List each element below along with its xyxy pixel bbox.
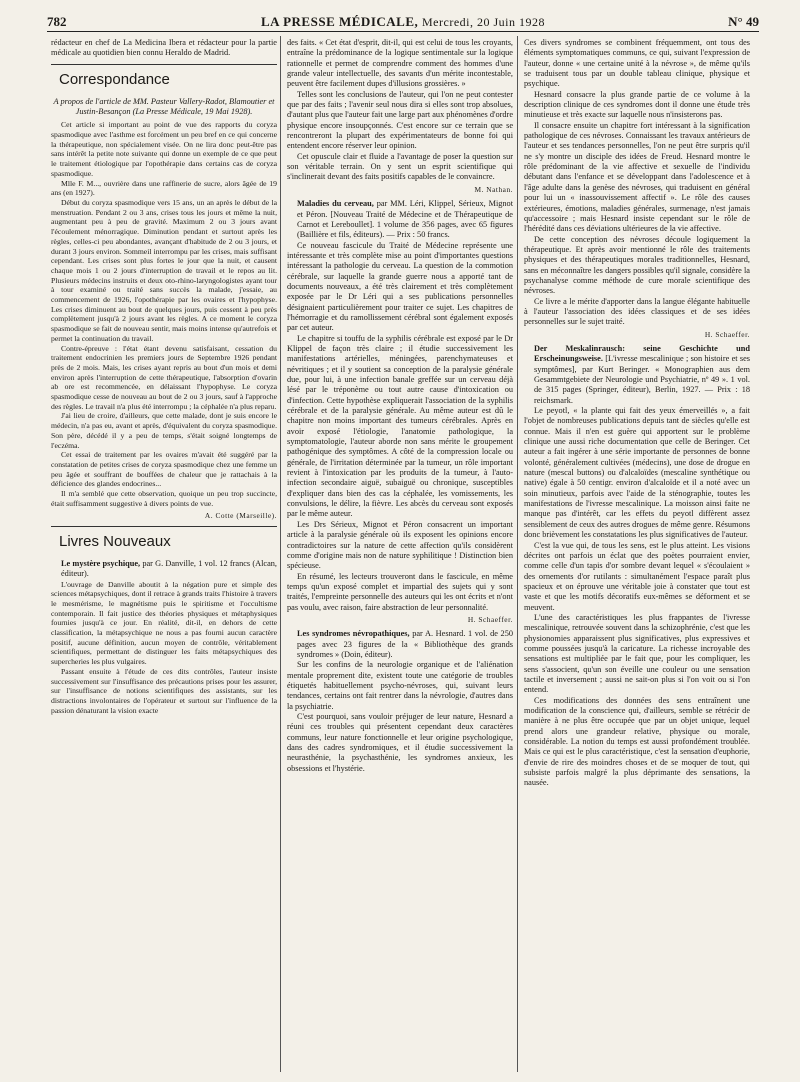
paragraph: Cet essai de traitement par les ovaires m'avait été suggéré par la constatation de petites crises de coryza spasmodique chez une femme un peu âgée et souffrant de bouffées de chaleur que je rattachais à la déficience des glandes endocrines... xyxy=(51,450,277,489)
paragraph: Contre-épreuve : l'état étant devenu satisfaisant, cessation du traitement endocrinien les premiers jours de Septembre 1926 pendant près de 2 mois. Mais, les crises ayant repris au bout d'un mois et demi environ après l'interruption de cette thérapeutique, l'absorption d'ovarin ab ore est recommencée, en délaissant l'hypophyse. Le coryza spasmodique cesse de nouveau au bout de 2 ou 3 jours, sauf à l'approche des règles. Le travail n'a plus été interrompu ; la céphalée n'a plus reparu. xyxy=(51,343,277,411)
book-heading xyxy=(287,199,513,240)
section-title-correspondance: Correspondance xyxy=(59,70,170,88)
paragraph: Cet article si important au point de vue des rapports du coryza spasmodique avec l'asthme est forcément un peu bref en ce qui concerne la thérapeutique, non spécialement visée. On ne lira donc peut-être pas sans intérêt la petite note suivante qui donne un exemple de ce que peut le traitement étiologique par l'opothérapie dans certains cas de coryza spasmodique. xyxy=(51,120,277,178)
journal-title xyxy=(47,14,759,30)
column-2 xyxy=(287,38,513,1070)
paragraph: Ces divers syndromes se combinent fréquemment, ont tous des éléments symptomatiques communs, ce qui, suivant l'expression de l'auteur, donne « une certaine unité à la névrose », de même qu'ils se traduisent tous par un double tableau clinique, physique et psychique. xyxy=(524,38,750,89)
column-divider xyxy=(280,36,281,1072)
author-signature: A. Cotte (Marseille). xyxy=(204,510,277,520)
paragraph: Sur les confins de la neurologie organique et de l'aliénation mentale proprement dite, existent toute une catégorie de troubles étiquetés habituellement psycho-névroses, qui, suivant leurs tendances, certains ont fait rentrer dans la névrologie, d'autres dans la psychiatrie. xyxy=(287,660,513,711)
paragraph: Ces modifications des données des sens entraînent une modification de la conscience qui, d'ailleurs, semble se rétrécir de manière à ne plus être occupée que par un objet unique, lequel prend alors une grandeur relative, physique ou morale, considérable. La notion du temps est aussi profondément troublée. Mais ce qui est le plus caractéristique, c'est la sensation d'euphorie, d'envie de rire des moindres choses et de se moquer de tout, qui subsiste parfois malgré la plus déprimante des sensations, la nausée. xyxy=(524,695,750,788)
paragraph: Le chapitre si touffu de la syphilis cérébrale est exposé par le Dr Klippel de façon très claire ; il étudie successivement les manifestations artérielles, méningées, parenchymateuses et névritiques ; et il y soutient sa conception de la paralysie générale due, pour lui, à une infection banale greffée sur un cerveau déjà lésé par le tréponème ou tout autre cause d'intoxication ou d'infection. Cette hypothèse expliquerait l'association de la syphilis cérébrale et de la paralysie générale. Au même auteur est dû le chapitre non moins important des tumeurs cérébrales. Après en avoir exposé l'étiologie, l'anatomie pathologique, la symptomatologie, l'auteur aborde non sans mérite le groupement pathogénique des symptômes. A côté de la compression locale ou générale, de l'irritation déterminée par la tumeur, un rôle important revient à l'intoxication par les produits de la tumeur, à l'auto-infection secondaire aiguë, subaiguë ou chronique, susceptibles d'expliquer dans bien des cas la céphalée, les vomissements, les convulsions, le délire, la fièvre. Les abcès du cerveau sont exposés par le même auteur. xyxy=(287,333,513,519)
author-signature: H. Schaeffer. xyxy=(467,614,513,624)
book-details: [L'ivresse mescalinique ; son histoire et ses symptômes], par Kurt Beringer. « Monographien aus dem Gesammtgebiete der Neurologie und Psychiatrie, nº 49 ». 1 vol. de 315 pages (Springer, éditeur), Berlin, 1927. — Prix : 18 reichsmark. xyxy=(534,354,750,405)
journal-name: LA PRESSE MÉDICALE, xyxy=(261,14,419,29)
paragraph: Ce nouveau fascicule du Traité de Médecine représente une intéressante et très complète mise au point d'importantes questions intéressant la pathologie du cerveau. La question de la commotion cérébrale, sur laquelle la grande guerre nous a apporté tant de documents nouveaux, a été très clairement et très complètement exposée par le Dr Léri qui a ses publications personnelles désignaient particulièrement pour traiter ce sujet. Les chapitres de l'hémorragie et du ramollissement cérébral sont également exposés par cet auteur. xyxy=(287,240,513,333)
book-details: par A. Hesnard. 1 vol. de 250 pages avec 23 figures de la « Bibliothèque des grands syndromes » (Doin, éditeur). xyxy=(297,629,513,659)
book-title: Maladies du cerveau, xyxy=(297,199,374,209)
paragraph: Passant ensuite à l'étude de ces dits contrôles, l'auteur insiste successivement sur l'insuffisance des précautions prises pour les assurer, sur l'insuffisance de notions scientifiques des assistants, sur les distractions involontaires de l'opérateur et surtout sur l'influence de la passion dénaturant la vision exacte xyxy=(51,666,277,715)
paragraph: Il consacre ensuite un chapitre fort intéressant à la signification pathologique de ces névroses. Connaissant les travaux antérieurs de l'auteur et ses tendances personnelles, l'on ne peut être surpris qu'il ne s'y montre un disciple des idées de Freud. Hesnard montre le rôle prédominant de la vie affective et sexuelle de l'individu débutant dans l'enfance et se développant dans l'adolescence et à l'âge adulte dans la genèse des névroses, qui traduisent en général pour lui un « inassouvissement affectif ». Le rôle des causes extérieures, émotions, maladies générales, surmenage, n'est jamais qu'accessoire ; mais Hesnard insiste cependant sur le rôle de l'hérédité dans ces déviations ultérieures de la vie affective. xyxy=(524,120,750,234)
letter-subject: A propos de l'article de MM. Pasteur Vallery-Radot, Blamoutier et Justin-Besançon (La Presse Médicale, 19 Mai 1928). xyxy=(53,96,275,117)
book-heading xyxy=(524,344,750,406)
paragraph: C'est pourquoi, sans vouloir préjuger de leur nature, Hesnard a réuni ces troubles qui présentent cependant deux caractères communs, leur nature fonctionnelle et leur origine psychologique, dans des cadres syndromiques, et il étudie successivement la neurasthénie, la psychasthénie, les syndromes anxieux, les obsessions et l'hystérie. xyxy=(287,712,513,773)
paragraph: L'ouvrage de Danville aboutit à la négation pure et simple des sciences métapsychiques, dont il retrace à grands traits l'histoire à travers le mesmérisme, le magnétisme puis le spiritisme et l'occultisme contemporain. Il fait justice des théories physiques et métaphysiques fournies jusqu'à ce jour. En réalité, dit-il, en dehors de cette classification, la métapsychique ne nous a pas fourni aucun caractère positif, aucune définition, aucun moyen de contrôle, véritablement scientifiques, permettant de distinguer les faits métapsychiques des supercheries les plus vulgaires. xyxy=(51,579,277,667)
section-title-livres: Livres Nouveaux xyxy=(59,532,171,550)
paragraph: Début du coryza spasmodique vers 15 ans, un an après le début de la menstruation. Pendant 2 ou 3 ans, crises tous les jours et même la nuit, augmentant peu à peu de gravité. Maximum 2 ou 3 jours avant l'écoulement ménorragique. Diminution pendant et surtout après les règles, celles-ci peu abondantes, avançant d'habitude de 2 ou 3 jours, et durant 3 jours environ. Sommeil interrompu par les crises, mais suffisant cependant. Les crises sont plus fortes le jour que la nuit, et causent chaque mois 1 ou 2 jours d'interruption de travail et le repos au lit. Plusieurs médecins instruits et deux oto-rhino-laryngologistes ayant tour à tour examiné ou traité sans succès la malade, j'essaie, au commencement de 1926, l'opothérapie par les ovaires et l'hypophyse. Les crises diminuent au bout de quelques jours, puis cessent à peu près complètement jusqu'à 2 jours avant les règles. A ce moment le coryza spasmodique se fait de nouveau sentir, mais moins intense qu'autrefois et permet la continuation du travail. xyxy=(51,198,277,343)
paragraph: J'ai lieu de croire, d'ailleurs, que cette malade, dont je suis encore le médecin, n'a pas eu, avant et après, d'équivalent du coryza spasmodique. Son père, décédé il y a peu de temps, s'était soigné longtemps de l'eczéma. xyxy=(51,411,277,450)
book-details: par G. Danville, 1 vol. 12 francs (Alcan, éditeur). xyxy=(61,558,277,579)
paragraph: Hesnard consacre la plus grande partie de ce volume à la description clinique de ces syndromes dont il donne une étude très minutieuse et très exacte sur laquelle nous n'insisterons pas. xyxy=(524,89,750,120)
section-rule xyxy=(51,64,277,65)
book-details: par MM. Léri, Klippel, Sérieux, Mignot et Péron. [Nouveau Traité de Médecine et de Thérapeutique de Carnot et Lereboullet]. 1 volume de 356 pages, avec 65 figures (Baillière et fils, éditeurs). — Prix : 50 francs. xyxy=(297,199,513,240)
paragraph: des faits. « Cet état d'esprit, dit-il, qui est celui de tous les croyants, entraîne la prédominance de la logique sentimentale sur la logique rationnelle et permet de comprendre comment des hommes d'une grande valeur intellectuelle, des savants d'un mérite incontestable, peuvent être facilement dupes d'illusions grossières. » xyxy=(287,38,513,89)
paragraph: En résumé, les lecteurs trouveront dans le fascicule, en même temps qu'un exposé complet et impartial des sujets qui y sont traités, l'empreinte personnelle des auteurs qui les ont écrits et n'ont pas voulu, avec raison, faire abstraction de leur personnalité. xyxy=(287,571,513,612)
book-title: Der Meskalinrausch: seine Geschichte und Erscheinungsweise. xyxy=(534,343,750,364)
issue-number: N° 49 xyxy=(728,14,759,29)
paragraph: Mlle F. M..., ouvrière dans une raffinerie de sucre, alors âgée de 19 ans (en 1927). xyxy=(51,178,277,198)
book-heading xyxy=(287,629,513,660)
book-heading xyxy=(51,559,277,580)
column-1 xyxy=(51,38,277,1070)
paragraph: L'une des caractéristiques les plus frappantes de l'ivresse mescalinique, retrouvée souvent dans la schizophrénie, c'est que les physionomies apparaissent plus significatives, plus expressives et comme poussées jusqu'à la caricature. La richesse incroyable des sensations est multipliée par le fait que, pour les compliquer, les sens s'associent, qu'un son éveille une couleur ou une sensation tactile et inversement ; aussi ne sait-on plus si l'on voit ou si l'on entend. xyxy=(524,612,750,695)
page-header xyxy=(47,14,759,30)
header-rule xyxy=(47,31,759,32)
paragraph: Cet opuscule clair et fluide a l'avantage de poser la question sur son véritable terrain. On y sent un esprit scientifique qui s'inclinerait devant des faits positifs capables de le convaincre. xyxy=(287,151,513,182)
paragraph: Telles sont les conclusions de l'auteur, qui l'on ne peut contester que par des faits ; l'avenir seul nous dira si elles sont trop absolues, d'autant plus que l'auteur fait une large part aux phénomènes d'ordre physique encore insoupçonnés. C'est encore sur ce terrain que se rencontreront la plupart des expérimentateurs de bonne foi qui entendent encore réserver leur opinion. xyxy=(287,89,513,151)
paragraph: Les Drs Sérieux, Mignot et Péron consacrent un important article à la paralysie générale où ils exposent les opinions encore contradictoires sur la nature de cette affection qu'ils considèrent comme d'origine mais non de nature syphilitique ! Distinction bien spécieuse. xyxy=(287,519,513,571)
paragraph: C'est la vue qui, de tous les sens, est le plus atteint. Les visions décrites ont parfois un éclat que des poètes pourraient envier, comme celle d'un tapis d'or sombre devant lequel « s'écoulaient » des ornements d'or rutilants : simultanément l'espace paraît plus spacieux et on éprouve une véritable joie à constater que tout est vaste et que les motifs décoratifs eux-mêmes se déforment et se meuvent. xyxy=(524,540,750,612)
section-rule xyxy=(51,526,277,527)
book-title: Les syndromes névropathiques, xyxy=(297,629,410,639)
column-divider xyxy=(517,36,518,1072)
column-3 xyxy=(524,38,750,1070)
page-number: 782 xyxy=(47,14,67,29)
paragraph: Le peyotl, « la plante qui fait des yeux émerveillés », a fait l'objet de nombreuses publications depuis tant de siècles qu'elle est connue. Mais il n'en est guère qui apportent sur le problème clinique une aussi riche documentation que celle de Beringer. Cet auteur a fait ingérer à une série importante de personnes de bonne volonté, généralement cultivées (médecins), une dose de drogue en nature (mescal buttons) ou d'alcaloïdes (mescaline synthétique ou native) égale à 50 centigr. environ d'alcaloïde et il a noté avec un soin minutieux, parfois avec l'aide de la sténographie, toutes les manifestations de l'ivresse mescalinique. La moisson ainsi faite ne manque pas d'intérêt, car les effets du peyotl diffèrent assez sensiblement de ceux des autres drogues de même genre. Résumons donc brièvement les constatations les plus significatives de l'auteur. xyxy=(524,406,750,540)
author-signature: M. Nathan. xyxy=(474,184,513,194)
book-title: Le mystère psychique, xyxy=(61,558,141,568)
paragraph: Ce livre a le mérite d'apporter dans la langue élégante habituelle à l'auteur l'association des idées classiques et de ses idées personnelles sur le sujet traité. xyxy=(524,296,750,327)
issue-date: Mercredi, 20 Juin 1928 xyxy=(422,15,545,29)
author-signature: H. Schaeffer. xyxy=(704,329,750,339)
paragraph: De cette conception des névroses découle logiquement la thérapeutique. Et après avoir mentionné le rôle des traitements physiques et des thérapeutiques morales traditionnelles, Hesnard, sans en méconnaître les dangers possibles qu'il signale, considère la psychanalyse comme méthode de cure morale scientifique des névroses. xyxy=(524,234,750,296)
paragraph: Il m'a semblé que cette observation, quoique un peu trop succincte, était suffisamment suggestive à divers points de vue. xyxy=(51,489,277,508)
paragraph: rédacteur en chef de La Medicina Ibera et rédacteur pour la partie médicale au quotidien bien connu Heraldo de Madrid. xyxy=(51,38,277,58)
